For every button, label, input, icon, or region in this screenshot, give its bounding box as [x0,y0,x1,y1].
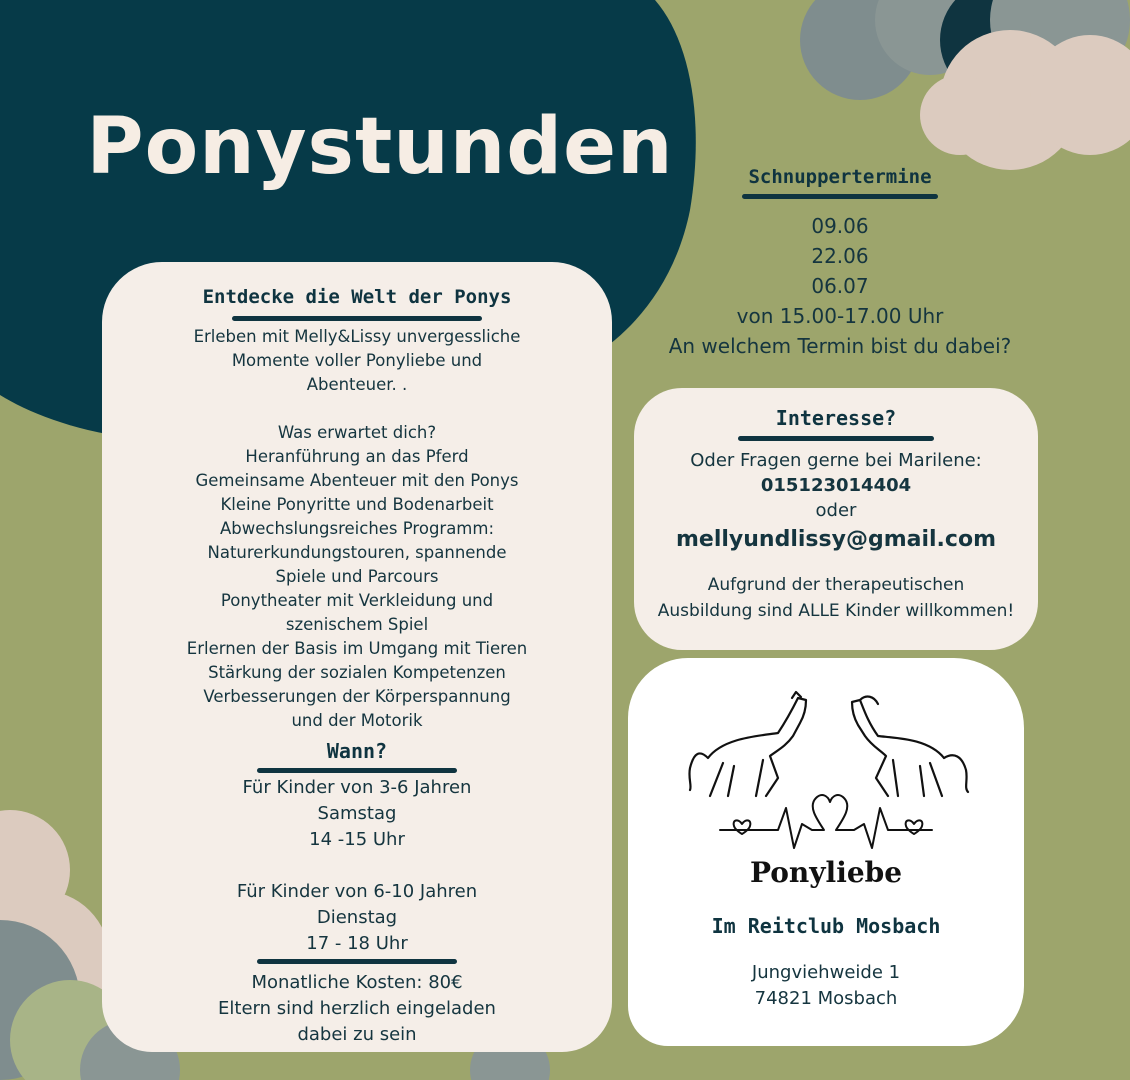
trial-dates-underline [742,194,938,199]
trial-dates-section [640,166,1040,361]
welcome-note: Aufgrund der therapeutischen Ausbildung sind ALLE Kinder willkommen! [657,575,1015,621]
expectations-list: Was erwartet dich? Heranführung an das Pferd Gemeinsame Abenteuer mit den Ponys Kleine Ponyritte und Bodenarbeit Abwechslungsreiches Programm: Naturerkundungstouren, spannende Spiele und Parcours Ponytheater mit Verkleidung und szenischem Spiel Erlernen der Basis im Umgang mit Tieren Stärkung der sozialen Kompetenzen Verbesserungen der Körperspannung und der Motorik [186,423,528,730]
pony-right-icon [852,697,968,796]
left-info-card [102,262,612,1052]
heartbeat-line-icon [720,795,932,848]
or-text: oder [815,500,857,521]
schedule-group-2: Für Kinder von 6-10 Jahren Dienstag 17 - 18 Uhr [236,881,478,954]
intro-text: Erleben mit Melly&Lissy unvergessliche Momente voller Ponyliebe und Abenteuer. . [193,327,521,394]
page-title: Ponystunden [86,102,674,192]
costs-text: Monatliche Kosten: 80€ Eltern sind herzlich eingeladen dabei zu sein [218,972,496,1045]
contact-line: Oder Fragen gerne bei Marilene: [690,450,982,471]
when-heading: Wann? [326,739,388,763]
schedule-group-1: Für Kinder von 3-6 Jahren Samstag 14 -15 Uhr [242,777,472,850]
club-address: Jungviehweide 1 74821 Mosbach [751,962,901,1009]
discover-heading: Entdecke die Welt der Ponys [202,286,512,308]
interest-underline [738,436,934,441]
pony-left-icon [689,692,806,796]
when-underline [257,768,457,773]
email-address[interactable]: mellyundlissy@gmail.com [676,527,996,552]
trial-dates-heading: Schnuppertermine [748,166,932,188]
interest-heading: Interesse? [775,406,897,430]
club-name: Im Reitclub Mosbach [711,914,941,938]
costs-underline [257,959,457,964]
interest-card [634,388,1038,650]
trial-dates-list: 09.06 22.06 06.07 von 15.00-17.00 Uhr An welchem Termin bist du dabei? [668,214,1012,358]
phone-number[interactable]: 015123014404 [760,475,912,496]
logo-wordmark: Ponyliebe [749,856,903,889]
bush-top-right [800,0,1130,170]
logo-card [628,658,1024,1046]
heading-underline [232,316,482,321]
